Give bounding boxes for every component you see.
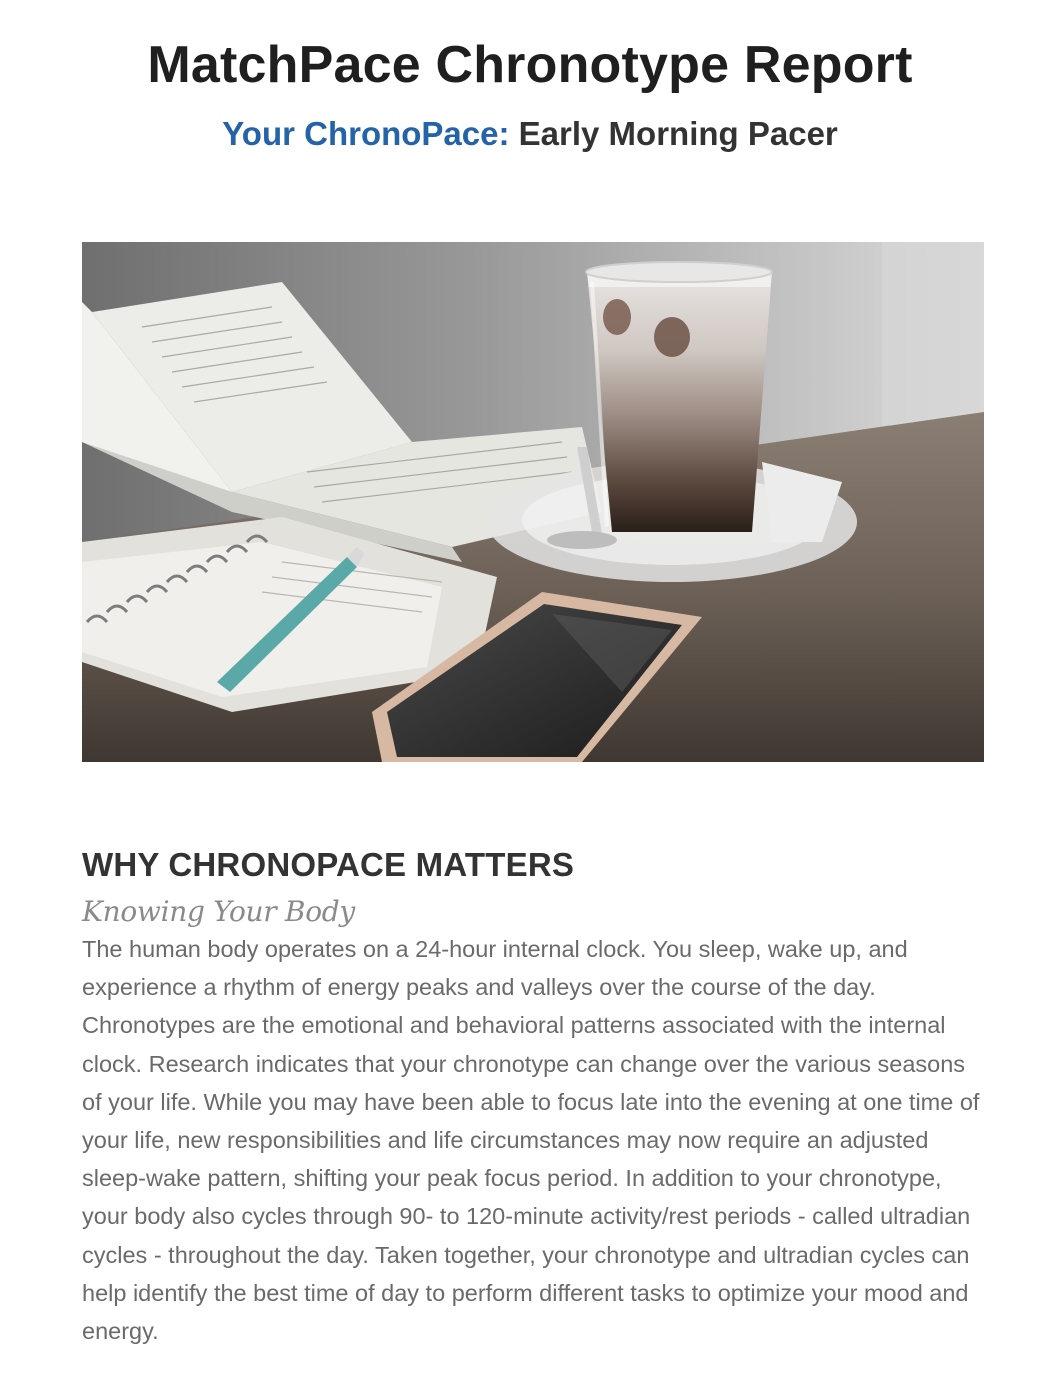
subtitle-label: Your ChronoPace:	[222, 115, 510, 152]
why-chronopace-section	[82, 842, 987, 1350]
chronopace-subtitle	[0, 114, 1060, 154]
section-subheading: Knowing Your Body	[82, 895, 355, 928]
section-body: The human body operates on a 24-hour internal clock. You sleep, wake up, and experience a rhythm of energy peaks and valleys over the course of the day. Chronotypes are the emotional and behavioral patterns associated with the internal clock. Research indicates that your chronotype can change over the various seasons of your life. While you may have been able to focus late into the evening at one time of your life, new responsibilities and life circumstances may now require an adjusted sleep-wake pattern, shifting your peak focus period. In addition to your chronotype, your body also cycles through 90- to 120-minute activity/rest periods - called ultradian cycles - throughout the day. Taken together, your chronotype and ultradian cycles can help identify the best time of day to perform different tasks to optimize your mood and energy.	[82, 936, 980, 1345]
subtitle-value: Early Morning Pacer	[518, 115, 838, 152]
hero-image	[82, 242, 984, 762]
section-heading: WHY CHRONOPACE MATTERS	[82, 846, 575, 883]
coffee-desk-photo-icon	[82, 242, 984, 762]
report-title: MatchPace Chronotype Report	[147, 36, 913, 94]
